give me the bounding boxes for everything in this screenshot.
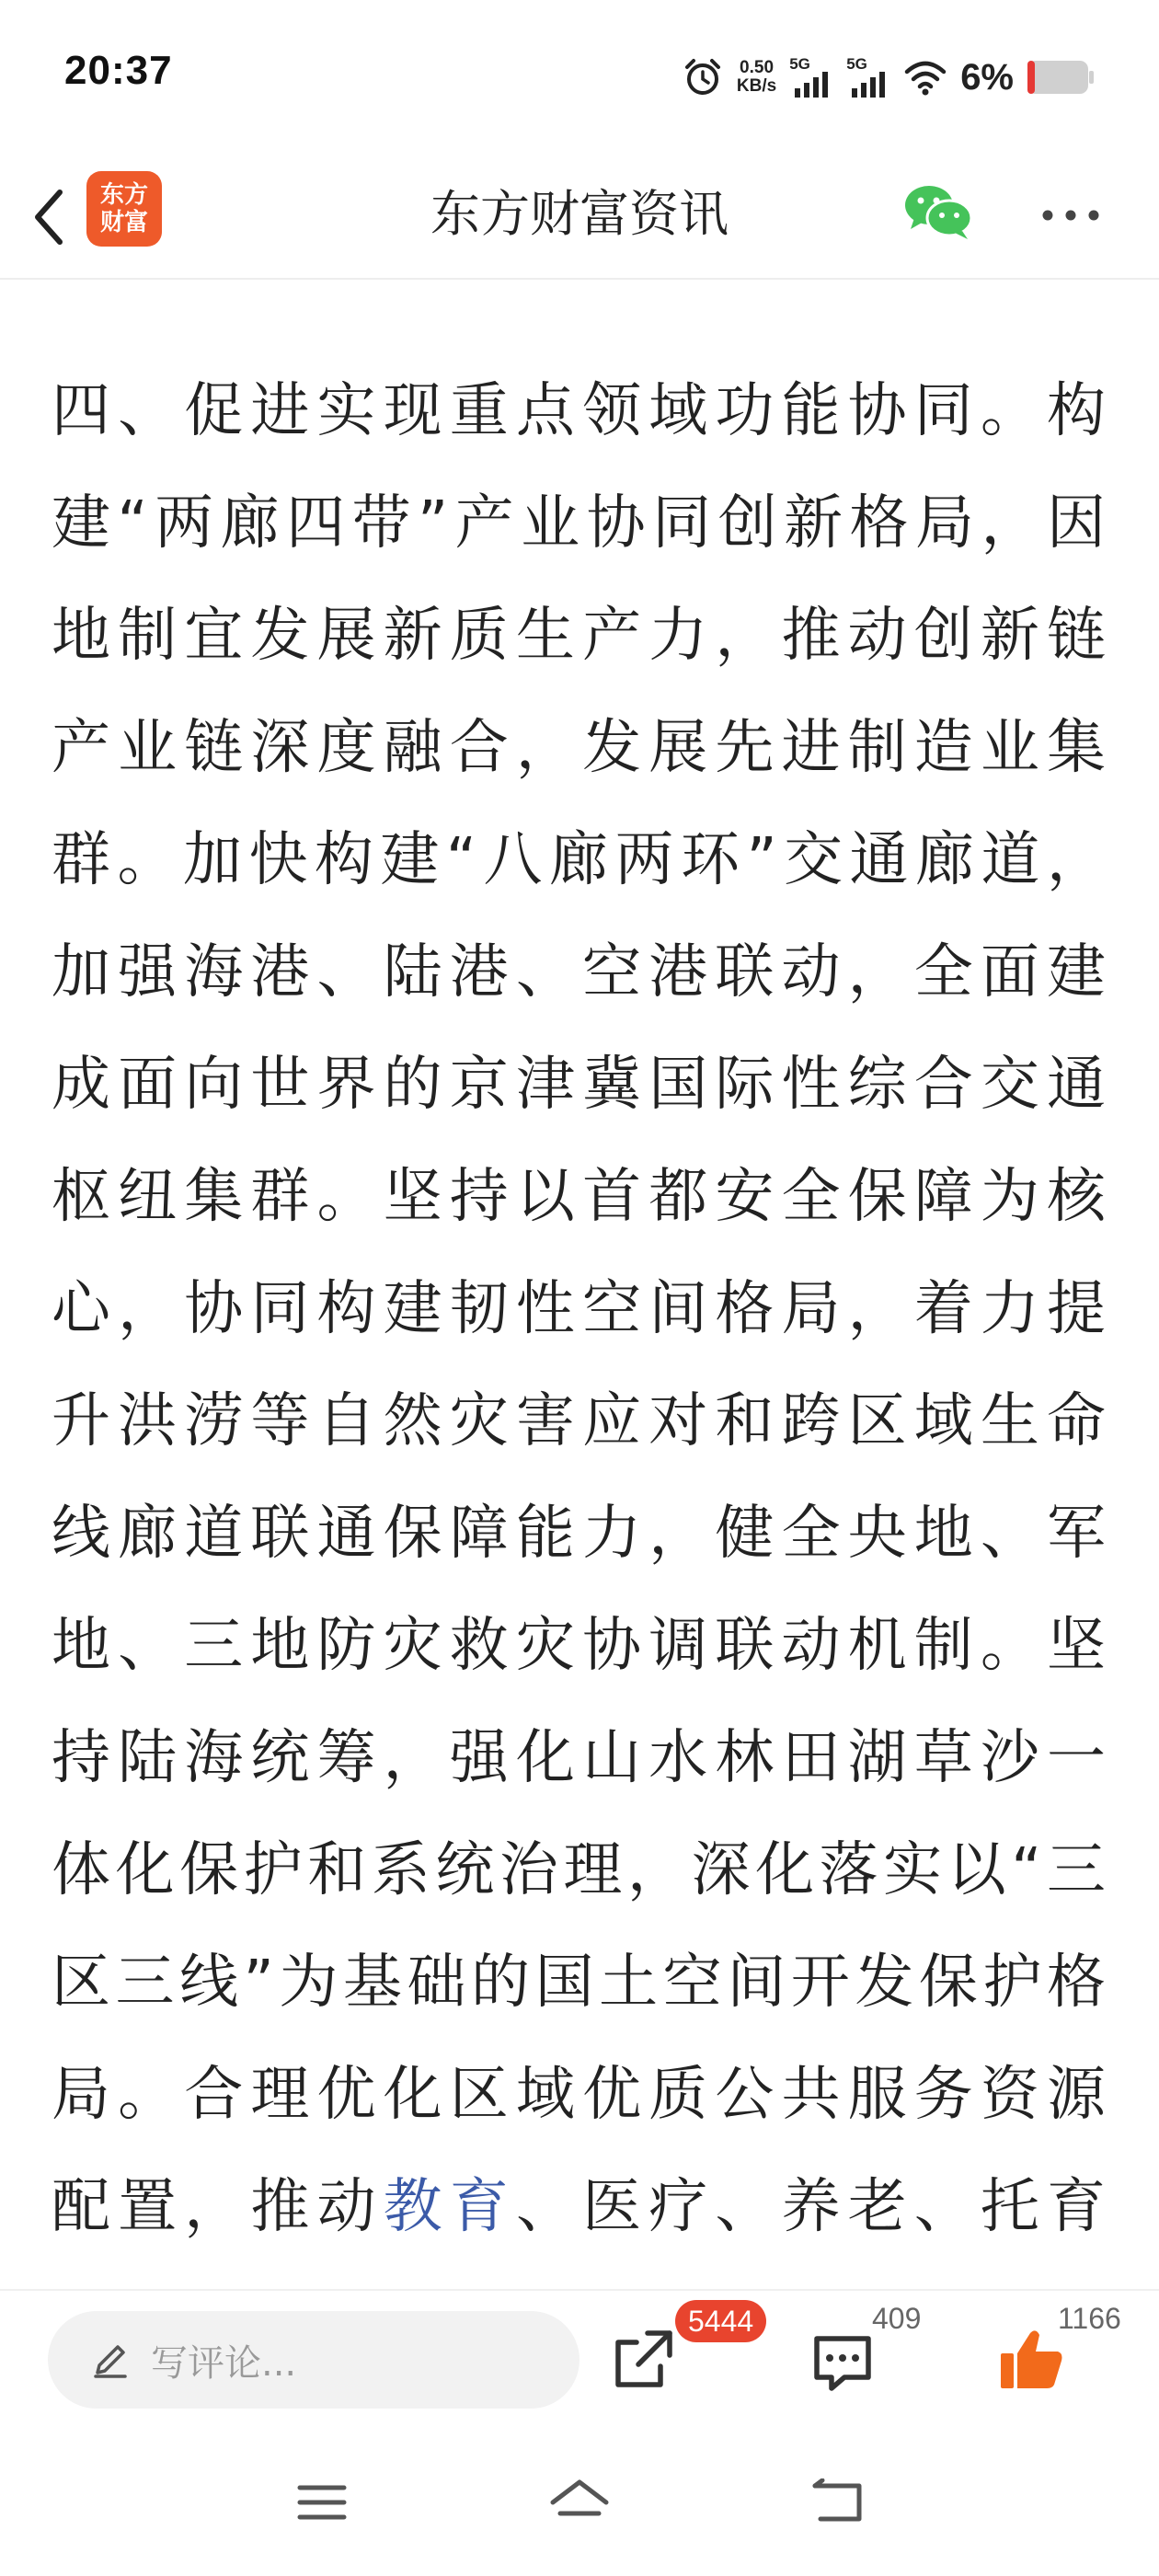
battery-icon [1027,59,1095,96]
article-line: 地、三地防灾救灾协调联动机制。坚 [52,1612,1107,1680]
article-line: 地制宜发展新质生产力，推动创新链 [52,602,1107,670]
comments-count: 409 [872,2302,922,2335]
comments-button[interactable] [806,2326,879,2399]
nav-bar [0,156,1159,280]
comment-icon [809,2329,876,2396]
article-line: 产业链深度融合，发展先进制造业集 [52,714,1107,782]
comment-input[interactable] [48,2311,580,2409]
wechat-icon [903,181,973,242]
article-paragraph [52,355,1107,2263]
status-bar [0,0,1159,156]
system-nav-bar [0,2429,1159,2576]
signal-5g-2 [846,57,890,98]
likes-count: 1166 [1058,2302,1121,2335]
article-line: 区三线”为基础的国土空间开发保护格 [52,1949,1107,2017]
share-count-badge: 5444 [675,2300,766,2342]
article-line: 线廊道联通保障能力，健全央地、军 [52,1500,1107,1568]
article-body [52,355,1107,2296]
signal-bars-icon [793,70,833,98]
signal-bars-icon [850,70,890,98]
status-time: 20:37 [64,48,173,93]
article-line: 成面向世界的京津冀国际性综合交通 [52,1051,1107,1119]
article-line-last [52,2151,1107,2263]
network-speed-unit: KB/s [736,76,777,96]
signal-tag-1: 5G [789,55,810,73]
keyword-link-education[interactable]: 教育 [383,2173,516,2241]
article-line: 局。合理优化区域优质公共服务资源 [52,2061,1107,2129]
more-dots-icon [1041,209,1100,222]
more-options-button[interactable] [1038,188,1104,243]
article-line: 持陆海统筹，强化山水林田湖草沙一 [52,1724,1107,1792]
home-icon [547,2477,612,2528]
network-speed [737,59,776,96]
article-line: 体化保护和系统治理，深化落实以“三 [52,1836,1107,1904]
article-text-segment: 配置，推动 [52,2173,384,2241]
app-logo-line1: 东方 [99,181,148,209]
signal-5g-1 [789,57,833,98]
menu-icon [296,2482,348,2523]
article-line: 四、促进实现重点领域功能协同。构 [52,377,1107,445]
share-icon [611,2326,677,2392]
article-line: 加强海港、陆港、空港联动，全面建 [52,938,1107,1006]
article-line: 升洪涝等自然灾害应对和跨区域生命 [52,1387,1107,1455]
network-speed-value: 0.50 [740,58,775,77]
article-line: 心，协同构建韧性空间格局，着力提 [52,1275,1107,1343]
thumbs-up-icon [997,2324,1067,2394]
home-button[interactable] [543,2466,616,2539]
signal-tag-2: 5G [846,55,867,73]
article-text-segment: 、医疗、养老、托育 [515,2173,1107,2241]
menu-button[interactable] [285,2466,359,2539]
wechat-share-button[interactable] [901,175,975,248]
system-back-button[interactable] [800,2466,874,2539]
wifi-icon [903,59,947,96]
status-icons [682,50,1095,105]
comment-placeholder: 写评论... [151,2341,297,2385]
battery-percent: 6% [960,56,1014,98]
bottom-action-bar [0,2289,1159,2410]
alarm-clock-icon [682,56,724,98]
app-logo-line2: 财富 [99,209,148,236]
article-line: 建“两廊四带”产业协同创新格局，因 [52,489,1107,558]
article-line: 枢纽集群。坚持以首都安全保障为核 [52,1163,1107,1231]
share-button[interactable] [607,2322,681,2396]
article-line: 群。加快构建“八廊两环”交通廊道， [52,826,1107,894]
page-title: 东方财富资讯 [430,185,729,243]
return-icon [809,2478,865,2526]
pencil-icon [90,2340,131,2380]
